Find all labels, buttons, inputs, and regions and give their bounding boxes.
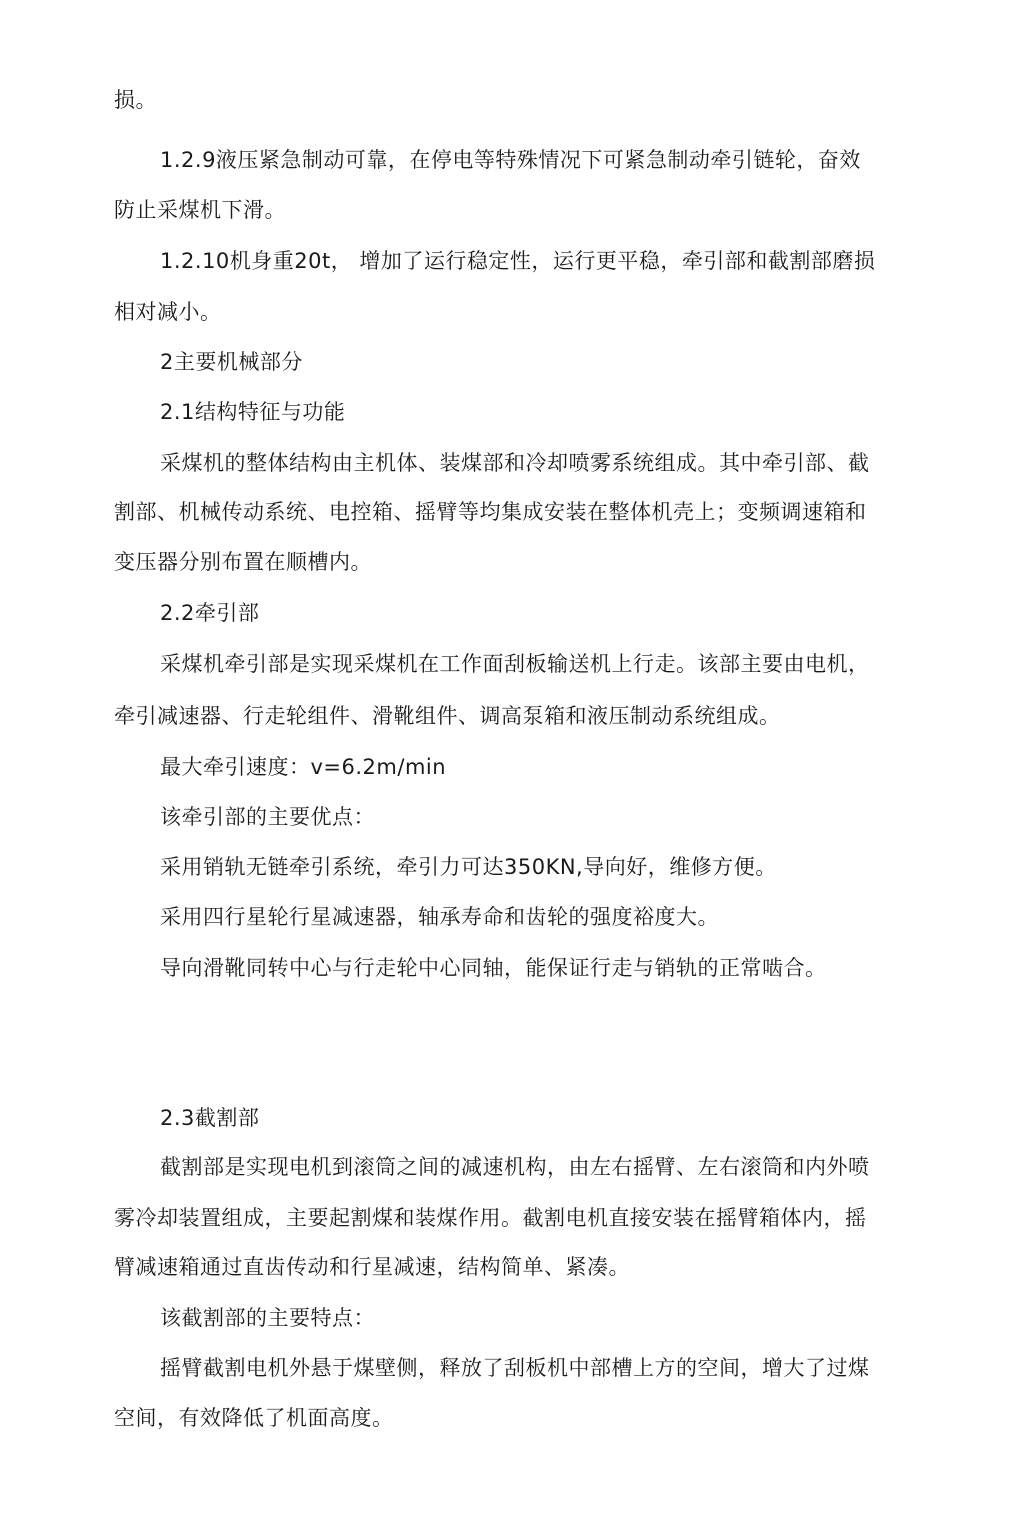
text-line: 雾冷却装置组成，主要起割煤和装煤作用。截割电机直接安装在摇臂箱体内，摇 (114, 1206, 867, 1230)
text-line: 采煤机的整体结构由主机体、装煤部和冷却喷雾系统组成。其中牵引部、截 (160, 451, 870, 475)
section-heading: 2主要机械部分 (160, 350, 303, 374)
text-line: 1.2.9液压紧急制动可靠，在停电等特殊情况下可紧急制动牵引链轮，奋效 (160, 148, 861, 172)
text-line: 导向滑靴同转中心与行走轮中心同轴，能保证行走与销轨的正常啮合。 (160, 956, 827, 980)
text-line: 采煤机牵引部是实现采煤机在工作面刮板输送机上行走。该部主要由电机， (160, 652, 870, 676)
text-line: 该牵引部的主要优点： (160, 805, 375, 829)
subsection-heading: 2.1结构特征与功能 (160, 400, 346, 424)
subsection-heading: 2.2牵引部 (160, 601, 260, 625)
text-line: 采用销轨无链牵引系统，牵引力可达350KN,导向好，维修方便。 (160, 855, 777, 879)
subsection-heading: 2.3截割部 (160, 1106, 260, 1130)
text-line: 相对减小。 (114, 300, 222, 324)
text-line: 臂减速箱通过直齿传动和行星减速，结构简单、紧凑。 (114, 1255, 630, 1279)
text-line: 该截割部的主要特点： (160, 1306, 375, 1330)
text-line: 1.2.10机身重20t， 增加了运行稳定性，运行更平稳，牵引部和截割部磨损 (160, 249, 876, 273)
text-line: 割部、机械传动系统、电控箱、摇臂等均集成安装在整体机壳上；变频调速箱和 (114, 500, 867, 524)
text-line: 空间，有效降低了机面高度。 (114, 1406, 394, 1430)
text-line: 最大牵引速度：v=6.2m/min (160, 755, 447, 779)
text-line: 防止采煤机下滑。 (114, 198, 286, 222)
text-line: 截割部是实现电机到滚筒之间的减速机构，由左右摇臂、左右滚筒和内外喷 (160, 1155, 870, 1179)
text-line: 变压器分别布置在顺槽内。 (114, 550, 372, 574)
text-line: 损。 (114, 88, 157, 112)
text-line: 摇臂截割电机外悬于煤壁侧，释放了刮板机中部槽上方的空间，增大了过煤 (160, 1356, 870, 1380)
text-line: 采用四行星轮行星减速器，轴承寿命和齿轮的强度裕度大。 (160, 905, 719, 929)
text-line: 牵引减速器、行走轮组件、滑靴组件、调高泵箱和液压制动系统组成。 (114, 704, 781, 728)
